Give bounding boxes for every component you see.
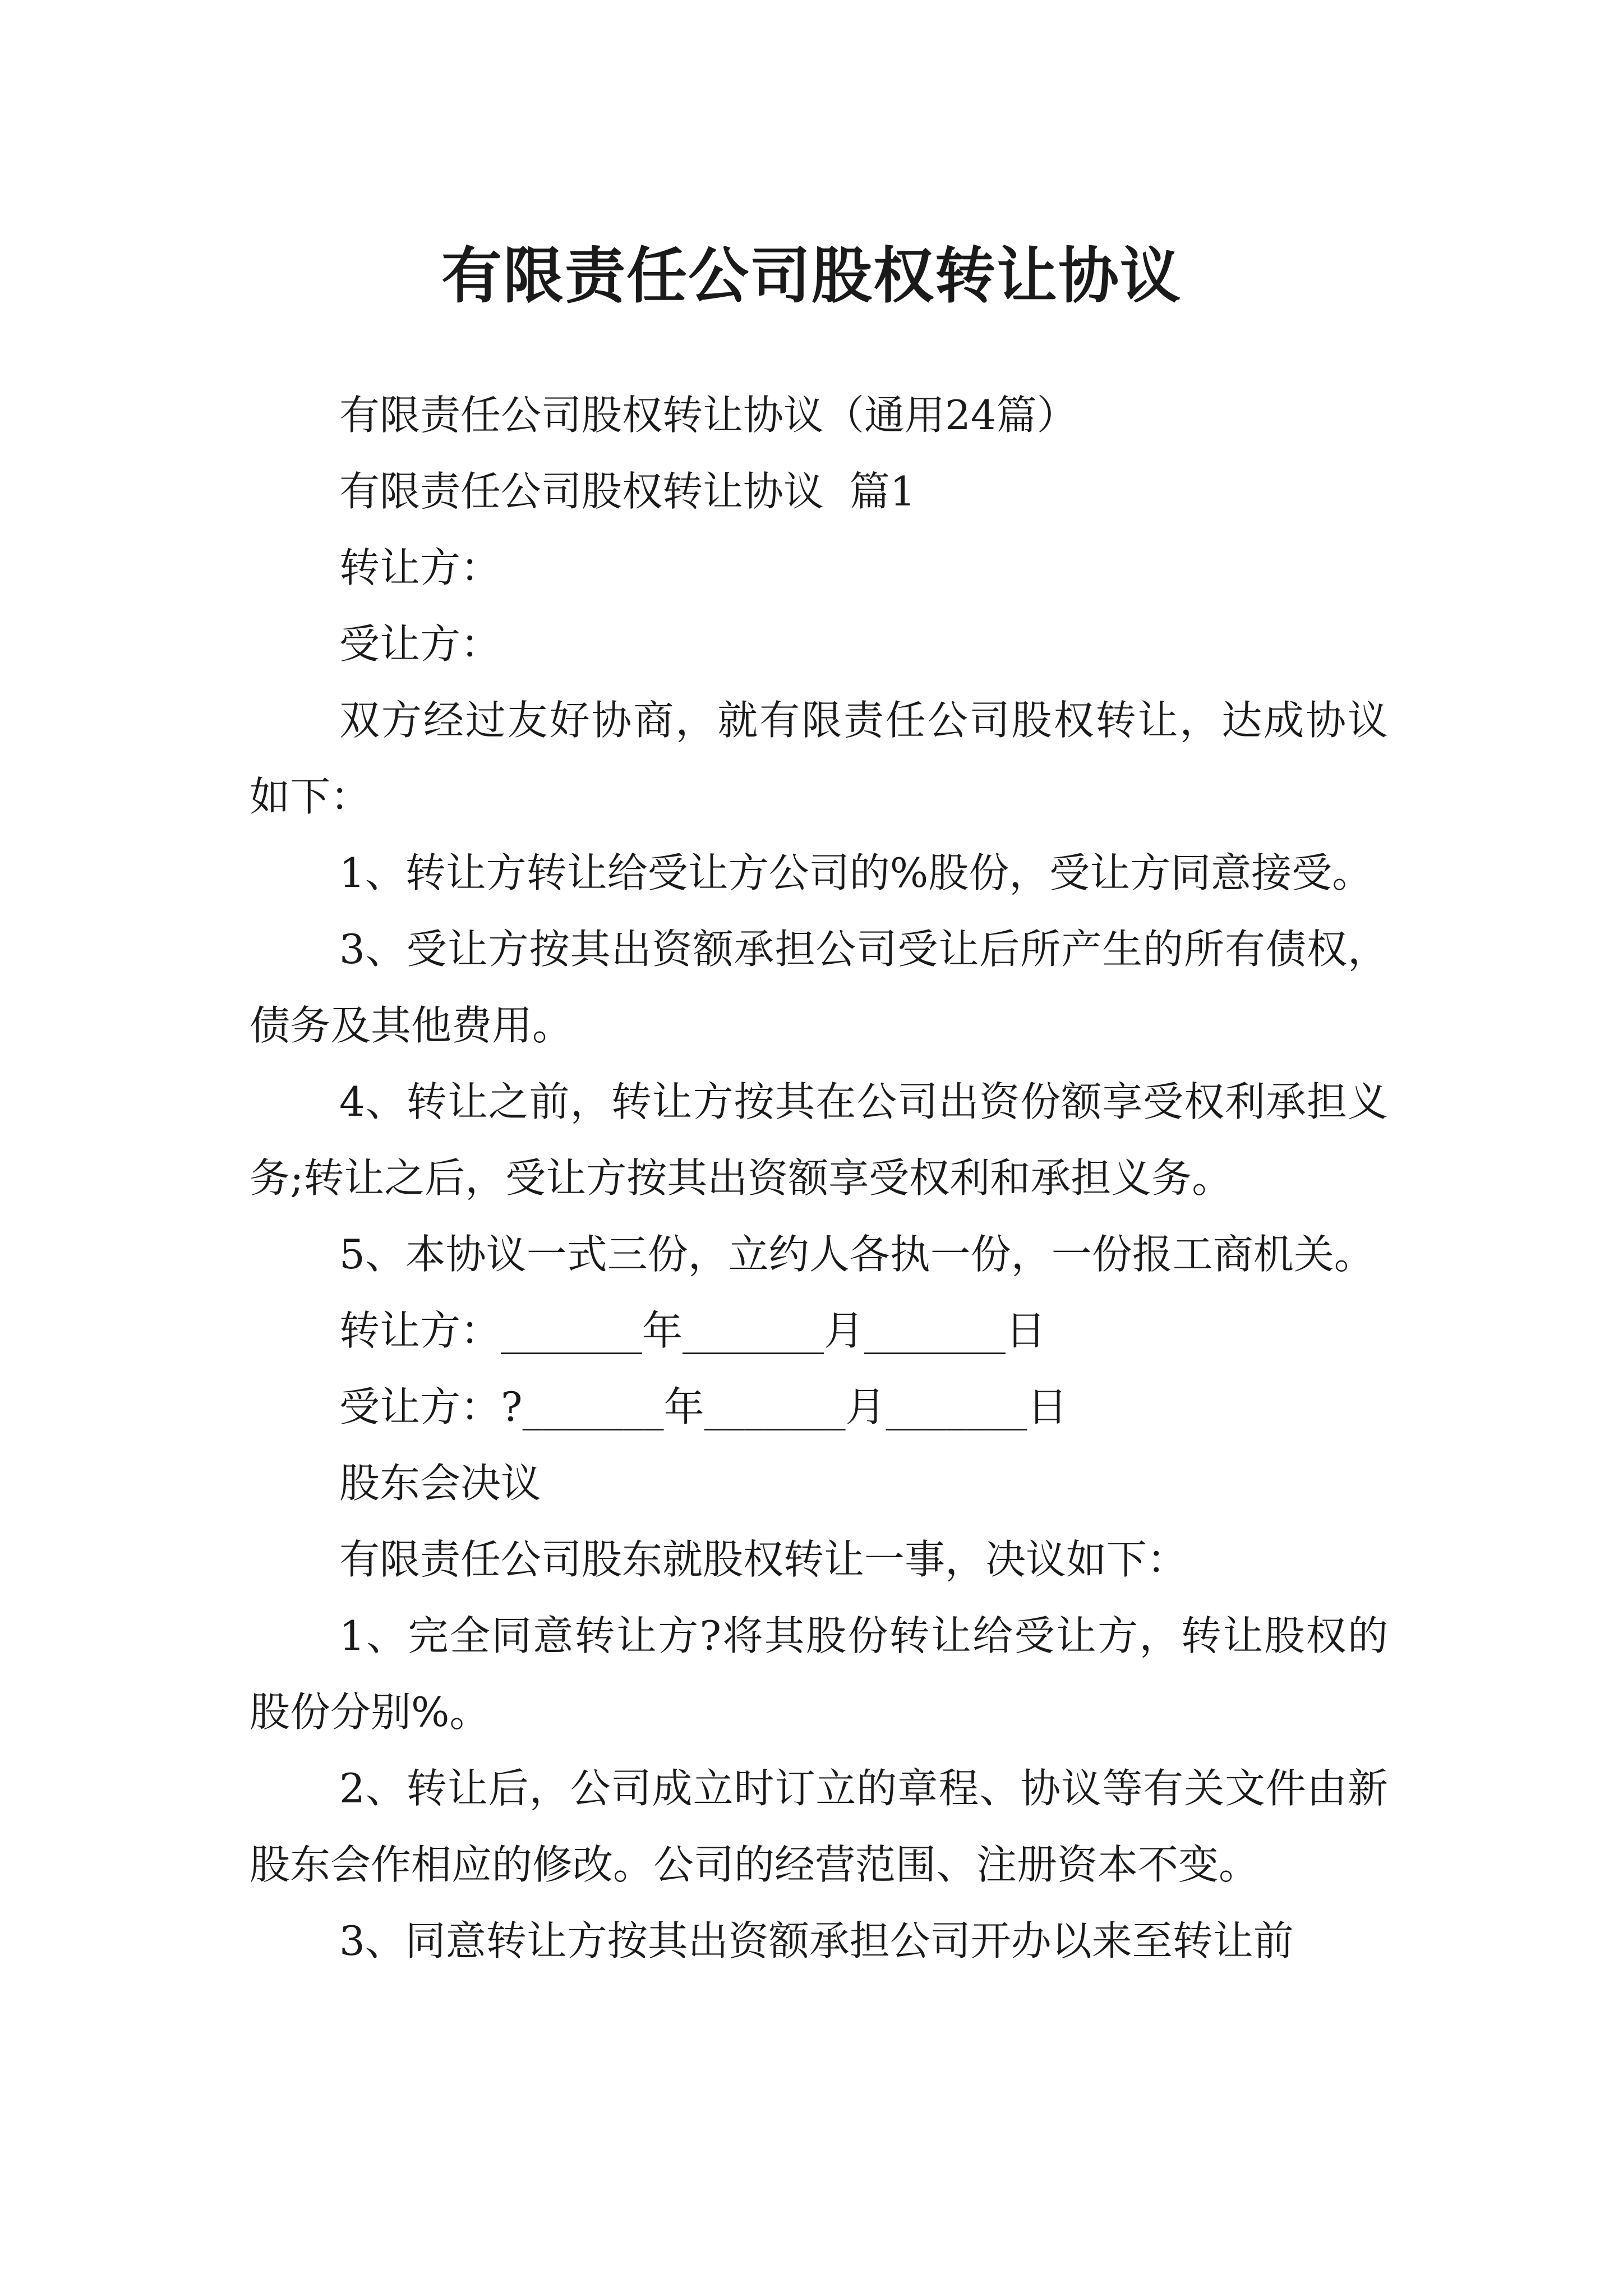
paragraph-subtitle: 有限责任公司股权转让协议（通用24篇）: [339, 392, 1077, 439]
paragraph-resolution-heading: 股东会决议: [339, 1460, 542, 1507]
paragraph-clause-1: 1、转让方转让给受让方公司的%股份，受让方同意接受。: [339, 849, 1373, 896]
paragraph-resolution-intro: 有限责任公司股东就股权转让一事，决议如下：: [339, 1536, 1188, 1583]
paragraph-section-heading: 有限责任公司股权转让协议 篇1: [339, 468, 916, 515]
paragraph-clause-4: 4、转让之前，转让方按其在公司出资份额享受权利承担义务;转让之后，受让方按其出资额享受权利和承担义务。: [250, 1078, 1388, 1202]
document-body: [250, 377, 1388, 1979]
paragraph-intro: 双方经过友好协商，就有限责任公司股权转让，达成协议如下：: [250, 697, 1388, 820]
paragraph-resolution-2: 2、转让后，公司成立时订立的章程、协议等有关文件由新股东会作相应的修改。公司的经营范围、注册资本不变。: [250, 1765, 1388, 1888]
paragraph-transferor: 转让方：: [339, 544, 501, 591]
paragraph-clause-3: 3、受让方按其出资额承担公司受让后所产生的所有债权，债务及其他费用。: [250, 926, 1388, 1049]
paragraph-resolution-3: 3、同意转让方按其出资额承担公司开办以来至转让前: [339, 1917, 1294, 1964]
paragraph-clause-5: 5、本协议一式三份，立约人各执一份，一份报工商机关。: [339, 1231, 1375, 1278]
document-title: 有限责任公司股权转让协议: [441, 241, 1182, 312]
paragraph-transferee-signature: 受让方：?_______年_______月_______日: [339, 1383, 1068, 1430]
paragraph-resolution-1: 1、完全同意转让方?将其股份转让给受让方，转让股权的股份分别%。: [250, 1612, 1388, 1736]
paragraph-transferee: 受让方：: [339, 620, 501, 668]
paragraph-transferor-signature: 转让方：_______年_______月_______日: [339, 1307, 1046, 1354]
